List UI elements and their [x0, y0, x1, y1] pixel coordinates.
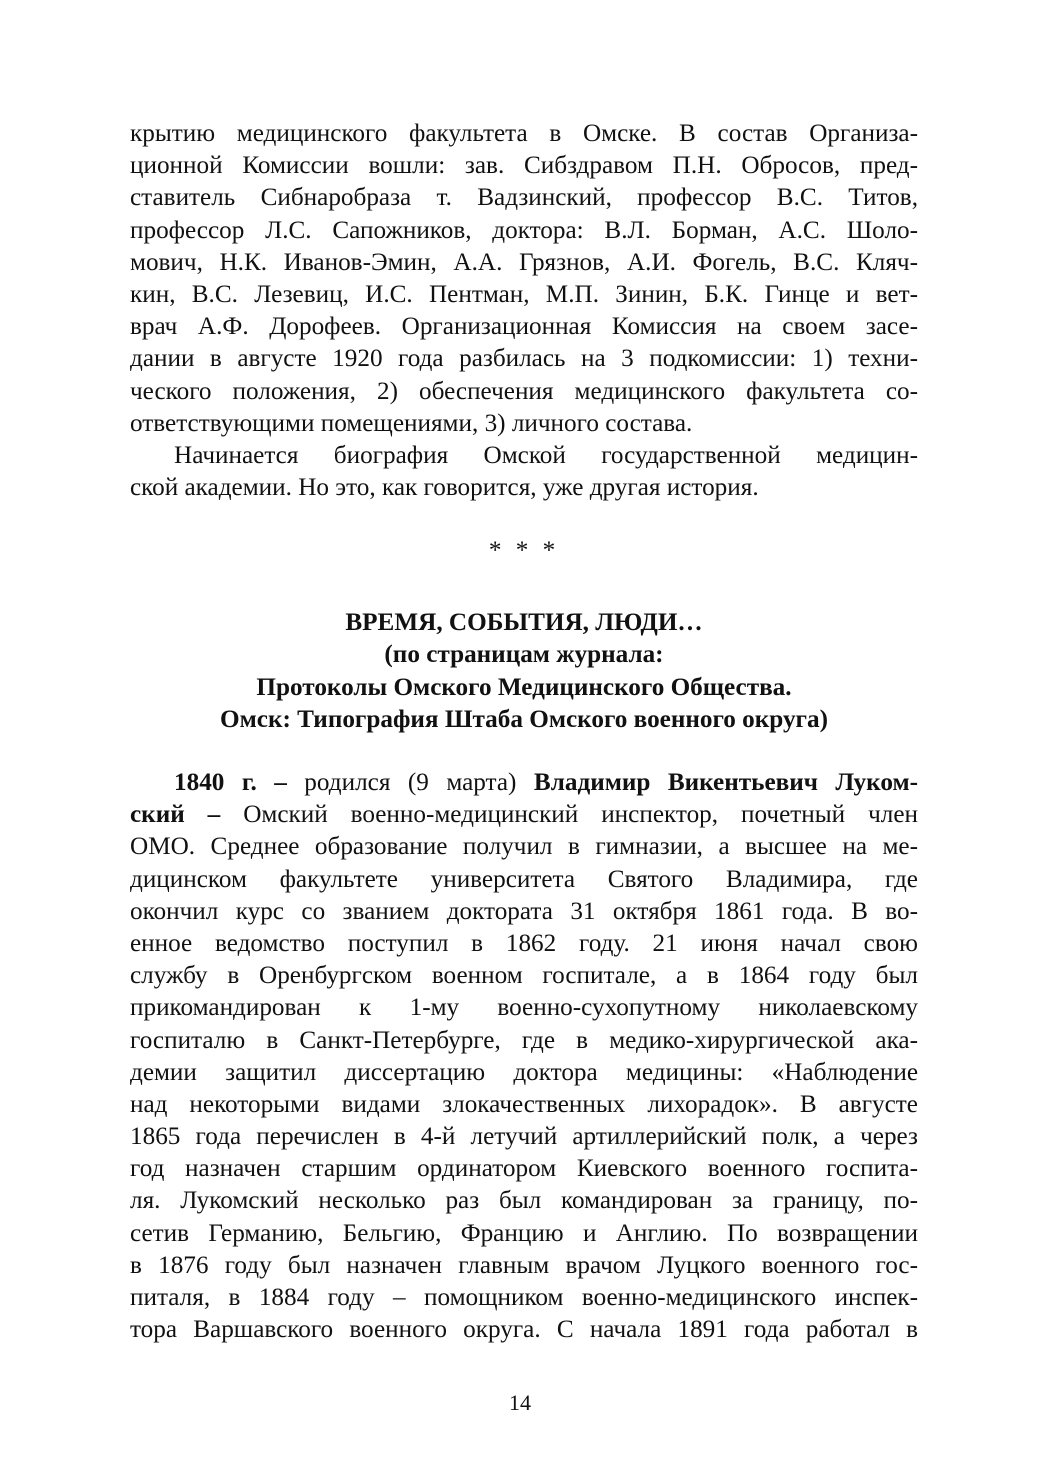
heading-line: Протоколы Омского Медицинского Общества. [256, 673, 792, 701]
text-line: окончил курс со званием доктората 31 октября 1861 года. В во- [130, 897, 918, 925]
text-line: ционной Комиссии вошли: зав. Сибздравом П.Н. Обросов, пред- [130, 152, 918, 180]
text-line: профессор Л.С. Сапожников, доктора: В.Л. Борман, А.С. Шоло- [130, 216, 918, 244]
text-line: ля. Лукомский несколько раз был командирован за границу, по- [130, 1187, 918, 1215]
text-line: крытию медицинского факультета в Омске. В состав Организа- [130, 120, 918, 147]
text-line: питаля, в 1884 году – помощником военно-медицинского инспек- [130, 1284, 918, 1311]
text-line: ской академии. Но это, как говорится, уже другая история. [130, 474, 759, 502]
continuation-paragraph [130, 118, 918, 440]
text-line: кин, В.С. Лезевиц, И.С. Пентман, М.П. Зинин, Б.К. Гинце и вет- [130, 280, 918, 308]
text-line: тора Варшавского военного округа. С начала 1891 года работал в [130, 1316, 918, 1344]
text-line: врач А.Ф. Дорофеев. Организационная Комиссия на своем засе- [130, 313, 918, 341]
document-page [130, 118, 918, 1346]
text-line [130, 767, 918, 799]
text-line: ОМО. Среднее образование получил в гимназии, а высшее на ме- [130, 833, 918, 861]
text-line: мович, Н.К. Иванов-Эмин, А.А. Грязнов, А.И. Фогель, В.С. Кляч- [130, 248, 918, 276]
entry-text: Омский военно-медицинский инспектор, почетный член [220, 801, 918, 829]
text-line: год назначен старшим ординатором Киевского военного госпита- [130, 1155, 918, 1183]
text-line: ческого положения, 2) обеспечения медицинского факультета со- [130, 377, 918, 405]
text-line: 1865 года перечислен в 4-й летучий артиллерийский полк, а через [130, 1123, 918, 1151]
text-line: прикомандирован к 1-му военно-сухопутному николаевскому [130, 994, 918, 1022]
text-line [130, 799, 918, 831]
page-number: 14 [509, 1390, 531, 1415]
text-line: дании в августе 1920 года разбилась на 3 подкомиссии: 1) техни- [130, 345, 918, 373]
person-name-end: ский – [130, 801, 221, 829]
heading-line: (по страницам журнала: [384, 641, 664, 669]
person-name: Владимир Викентьевич Луком- [533, 769, 918, 796]
section-heading [130, 607, 918, 736]
text-line: демии защитил диссертацию доктора медицины: «Наблюдение [130, 1058, 918, 1086]
text-line: Начинается биография Омской государственной медицин- [174, 441, 918, 469]
entry-year: 1840 г. – [174, 769, 287, 796]
heading-line: Омск: Типография Штаба Омского военного округа) [220, 705, 828, 733]
text-line: над некоторыми видами злокачественных лихорадок». В августе [130, 1090, 918, 1118]
text-line: госпиталю в Санкт-Петербурге, где в медико-хирургической ака- [130, 1026, 918, 1054]
text-line: дицинском факультете университета Святого Владимира, где [130, 865, 918, 893]
heading-line: ВРЕМЯ, СОБЫТИЯ, ЛЮДИ… [345, 609, 703, 637]
text-line: ставитель Сибнаробраза т. Вадзинский, профессор В.С. Титов, [130, 184, 918, 212]
text-line: сетив Германию, Бельгию, Францию и Англию. По возвращении [130, 1219, 918, 1247]
text-line: енное ведомство поступил в 1862 году. 21 июня начал свою [130, 929, 918, 957]
closing-paragraph [130, 440, 918, 504]
article-paragraph [130, 767, 918, 1346]
entry-text: родился (9 марта) [286, 769, 534, 796]
text-line: ответствующими помещениями, 3) личного состава. [130, 409, 693, 437]
section-separator: * * * [488, 537, 560, 565]
text-line: службу в Оренбургском военном госпитале, а в 1864 году был [130, 962, 918, 990]
text-line: в 1876 году был назначен главным врачом Луцкого военного гос- [130, 1251, 918, 1279]
